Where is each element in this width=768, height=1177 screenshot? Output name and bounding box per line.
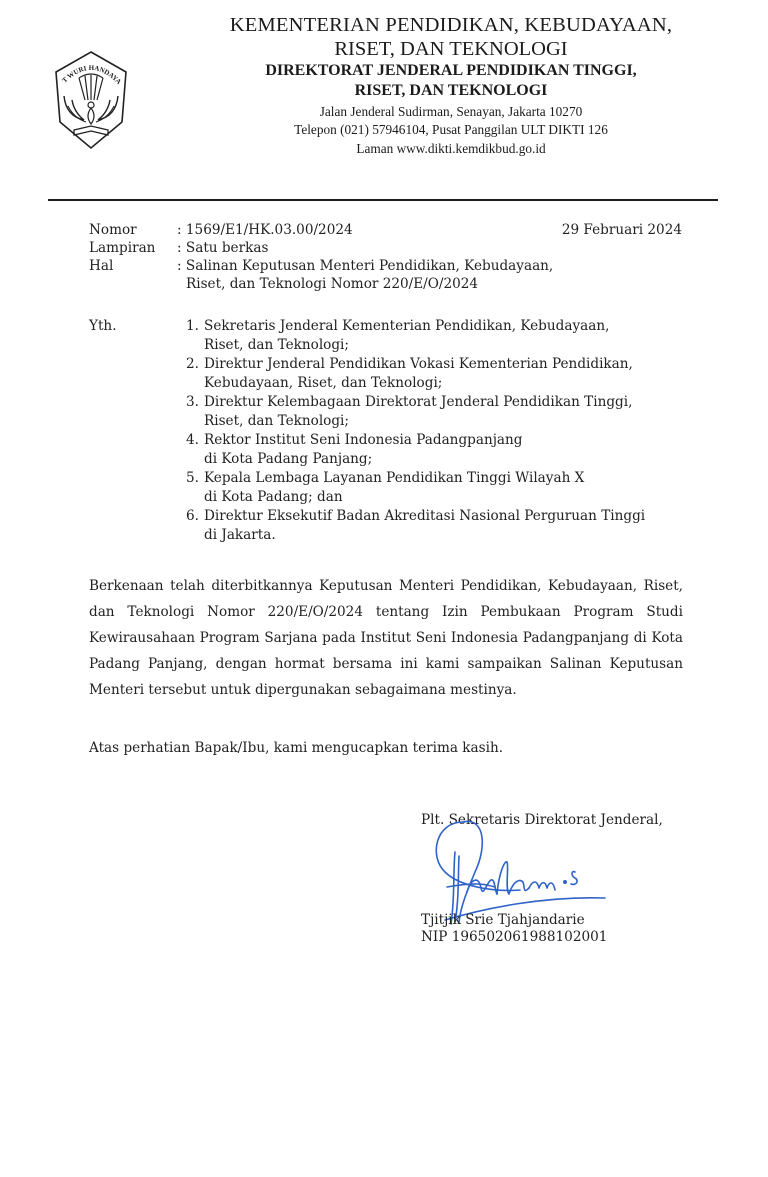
recipient-number: 3. (186, 394, 199, 410)
recipient-number: 6. (186, 508, 199, 524)
recipient-number: 1. (186, 318, 199, 334)
attachment-label: Lampiran (89, 240, 156, 256)
subject-label: Hal (89, 258, 114, 274)
ministry-name-line1: KEMENTERIAN PENDIDIKAN, KEBUDAYAAN, (229, 14, 673, 36)
recipient-line1: Rektor Institut Seni Indonesia Padangpanjang (204, 432, 523, 448)
recipient-line1: Kepala Lembaga Layanan Pendidikan Tinggi Wilayah X (204, 470, 585, 486)
recipients-label: Yth. (89, 318, 117, 334)
directorate-name-line1: DIREKTORAT JENDERAL PENDIDIKAN TINGGI, (265, 62, 637, 79)
ministry-name-line2: RISET, DAN TEKNOLOGI (334, 38, 568, 60)
recipient-number: 4. (186, 432, 199, 448)
logo-motto: T WURI HANDAYA (60, 63, 123, 86)
subject-value-line1: : Salinan Keputusan Menteri Pendidikan, Kebudayaan, (177, 258, 554, 274)
recipient-line1: Direktur Eksekutif Badan Akreditasi Nasional Perguruan Tinggi (204, 508, 646, 524)
letterhead-website: Laman www.dikti.kemdikbud.go.id (356, 141, 546, 156)
recipient-line1: Sekretaris Jenderal Kementerian Pendidikan, Kebudayaan, (204, 318, 610, 334)
recipient-line2: di Kota Padang; dan (204, 489, 343, 505)
signatory-name: Tjitjik Srie Tjahjandarie (421, 912, 585, 928)
recipient-line2: Kebudayaan, Riset, dan Teknologi; (204, 375, 443, 391)
letterhead (0, 0, 768, 190)
recipient-line2: di Jakarta. (204, 527, 276, 543)
recipient-line2: di Kota Padang Panjang; (204, 451, 373, 467)
recipient-line1: Direktur Jenderal Pendidikan Vokasi Kementerian Pendidikan, (204, 356, 633, 372)
recipient-number: 2. (186, 356, 199, 372)
signatory-nip: NIP 196502061988102001 (421, 929, 608, 945)
directorate-name-line2: RISET, DAN TEKNOLOGI (354, 82, 548, 99)
letter-date: 29 Februari 2024 (561, 222, 682, 238)
letterhead-divider (48, 199, 718, 201)
recipient-line2: Riset, dan Teknologi; (204, 337, 349, 353)
letterhead-phone: Telepon (021) 57946104, Pusat Panggilan ULT DIKTI 126 (294, 122, 608, 137)
recipient-number: 5. (186, 470, 199, 486)
recipient-line1: Direktur Kelembagaan Direktorat Jenderal Pendidikan Tinggi, (204, 394, 633, 410)
signatory-title: Plt. Sekretaris Direktorat Jenderal, (421, 812, 663, 828)
attachment-value: : Satu berkas (177, 240, 269, 256)
recipient-line2: Riset, dan Teknologi; (204, 413, 349, 429)
body-paragraph: Berkenaan telah diterbitkannya Keputusan Menteri Pendidikan, Kebudayaan, Riset, dan Teknologi Nomor 220/E/O/2024 tentang Izin Pembukaan Program Studi Kewirausahaan Program Sarjana pada Institut Seni Indonesia Padangpanjang di Kota Padang Panjang, dengan hormat bersama ini kami sampaikan Salinan Keputusan Menteri tersebut untuk dipergunakan sebagaimana mestinya. (89, 578, 683, 698)
number-value: : 1569/E1/HK.03.00/2024 (177, 222, 353, 238)
closing-sentence: Atas perhatian Bapak/Ibu, kami mengucapkan terima kasih. (89, 740, 504, 756)
letterhead-address: Jalan Jenderal Sudirman, Senayan, Jakarta 10270 (319, 104, 583, 119)
number-label: Nomor (89, 222, 137, 238)
subject-value-line2: Riset, dan Teknologi Nomor 220/E/O/2024 (186, 276, 479, 292)
